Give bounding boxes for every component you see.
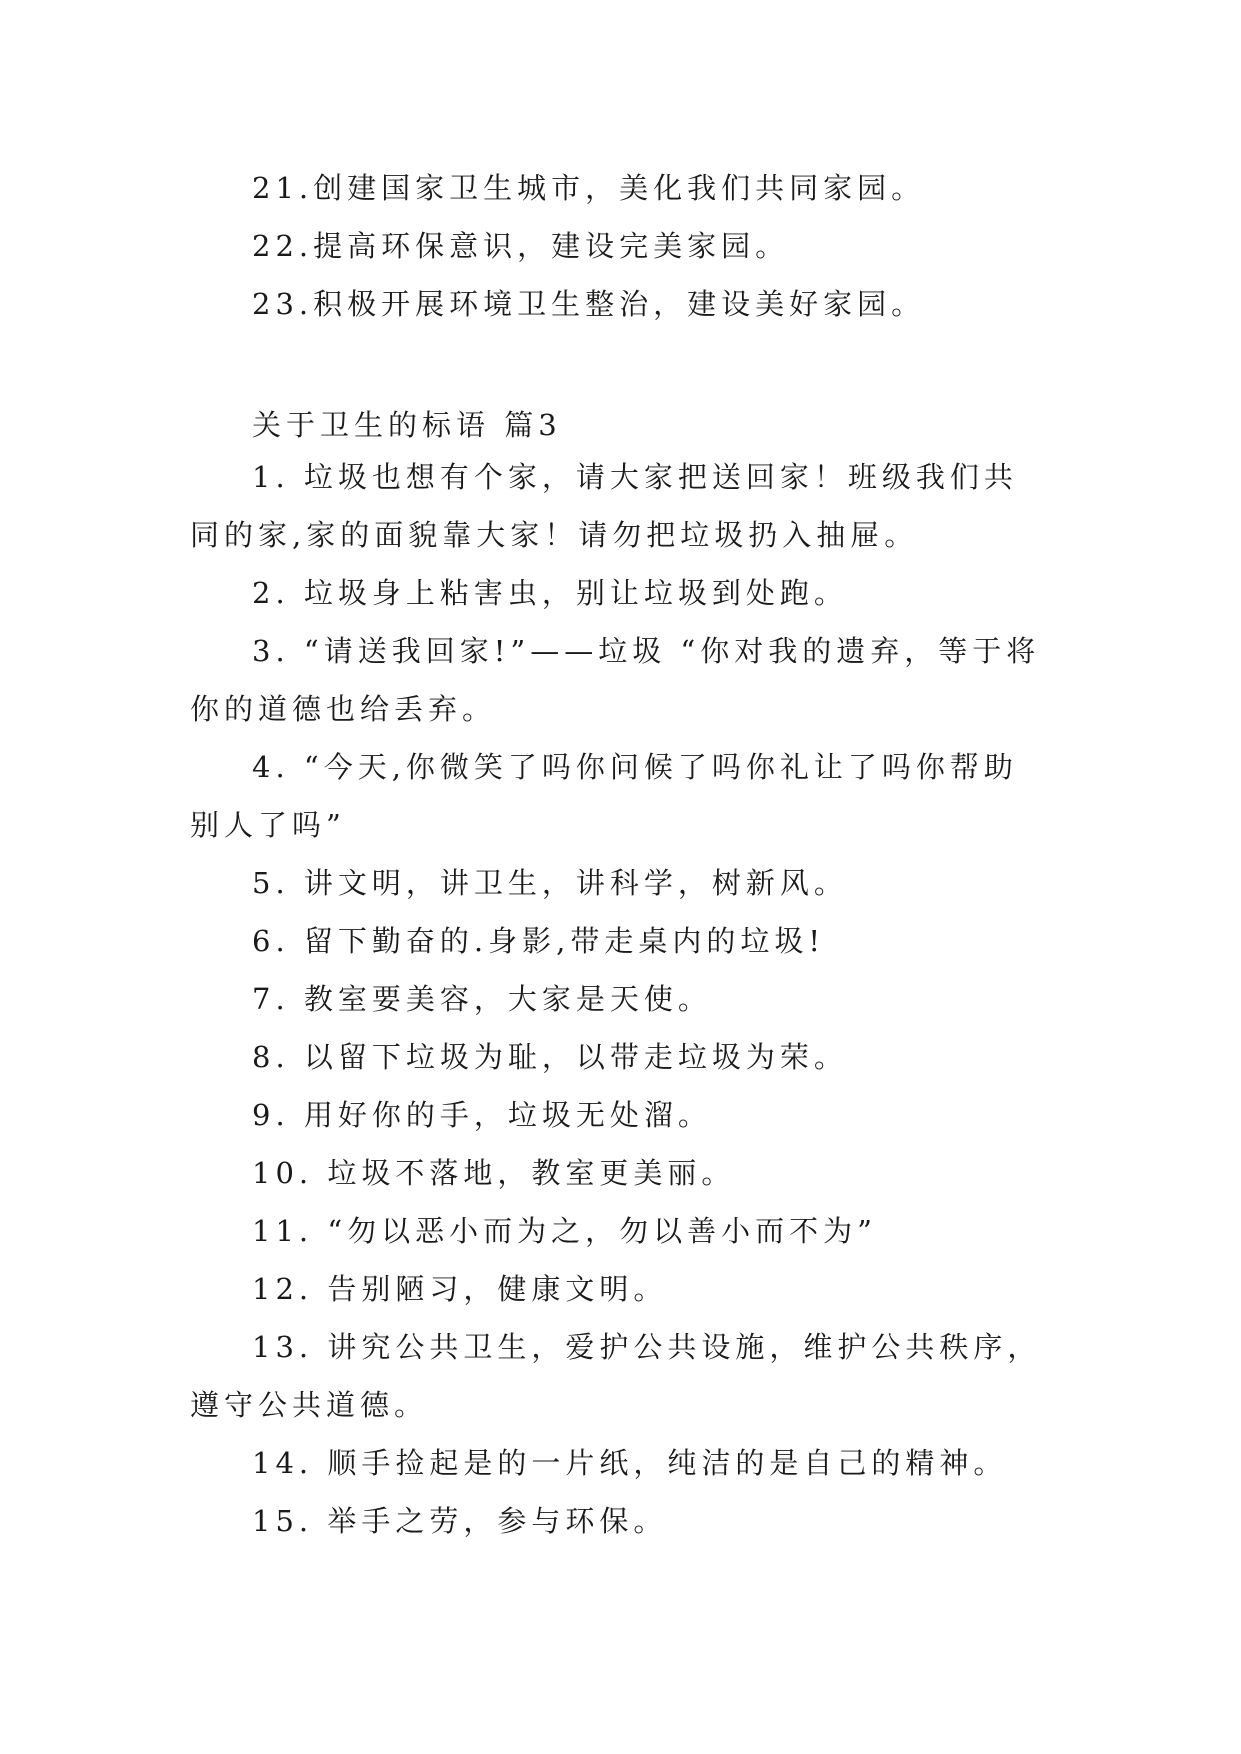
list-item: 2. 垃圾身上粘害虫，别让垃圾到处跑。	[252, 576, 848, 610]
list-item: 22.提高环保意识，建设完美家园。	[252, 229, 790, 263]
list-item: 1. 垃圾也想有个家，请大家把送回家！班级我们共同的家,家的面貌靠大家！请勿把垃圾扔入抽屉。	[190, 460, 1018, 552]
list-item: 10. 垃圾不落地，教室更美丽。	[252, 1156, 736, 1190]
list-item: 4. “今天,你微笑了吗你问候了吗你礼让了吗你帮助别人了吗”	[190, 750, 1018, 842]
list-item: 6. 留下勤奋的.身影,带走桌内的垃圾!	[252, 924, 825, 958]
list-item: 15. 举手之劳，参与环保。	[252, 1504, 668, 1538]
slogan-list	[190, 448, 1050, 1550]
list-item: 21.创建国家卫生城市，美化我们共同家园。	[252, 171, 926, 205]
top-list	[190, 159, 1050, 333]
list-item: 12. 告别陋习，健康文明。	[252, 1272, 668, 1306]
list-item: 5. 讲文明，讲卫生，讲科学，树新风。	[252, 866, 848, 900]
section-title: 关于卫生的标语 篇3	[252, 408, 562, 442]
list-item: 13. 讲究公共卫生，爱护公共设施，维护公共秩序，遵守公共道德。	[190, 1330, 1042, 1422]
list-item: 8. 以留下垃圾为耻，以带走垃圾为荣。	[252, 1040, 848, 1074]
list-item: 11. “勿以恶小而为之，勿以善小而不为”	[252, 1214, 877, 1248]
list-item: 23.积极开展环境卫生整治，建设美好家园。	[252, 287, 926, 321]
list-item: 3. “请送我回家!”——垃圾 “你对我的遗弃，等于将你的道德也给丢弃。	[190, 634, 1041, 726]
list-item: 14. 顺手捡起是的一片纸，纯洁的是自己的精神。	[252, 1446, 1008, 1480]
list-item: 7. 教室要美容，大家是天使。	[252, 982, 712, 1016]
list-item: 9. 用好你的手，垃圾无处溜。	[252, 1098, 712, 1132]
